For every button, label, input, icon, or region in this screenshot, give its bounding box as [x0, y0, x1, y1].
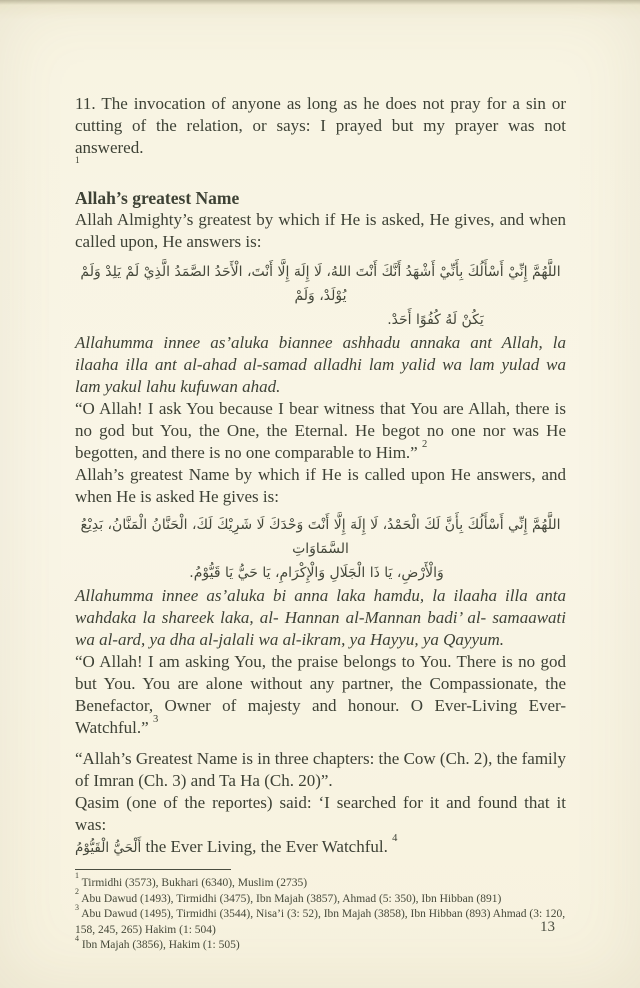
- footnote-num: 3: [75, 902, 79, 912]
- footnote-ref-4: 4: [392, 832, 398, 844]
- intro-first: Allah Almighty’s greatest by which if He is asked, He gives, and when called upon, He answers is:: [75, 210, 566, 251]
- footnote-divider: [75, 869, 231, 870]
- translation-first-text: “O Allah! I ask You because I bear witness that You are Allah, there is no god but You, the One, the Eternal. He begot no one nor was He begotten, and there is no one comparable to Him.”: [75, 399, 566, 462]
- footnote-item: [75, 933, 566, 954]
- translation-first: [75, 398, 566, 464]
- page-number: 13: [540, 919, 555, 935]
- translation-second-text: “O Allah! I am asking You, the praise belongs to You. There is no god but You. You are alone without any partner, the Compassionate, the Benefactor, Owner of majesty and honour. O Ever-Living Ever-Watchful.”: [75, 652, 566, 737]
- footnote-ref-2: 2: [421, 438, 428, 450]
- qasim-result-text: the Ever Living, the Ever Watchful.: [145, 837, 388, 856]
- intro-second: Allah’s greatest Name by which if He is called upon He answers, and when He is asked He gives is:: [75, 465, 566, 506]
- qasim-intro: Qasim (one of the reportes) said: ‘I searched for it and found that it was:: [75, 793, 566, 834]
- arabic-dua-first-line2: يَكُنْ لَهُ كُفُوًا أَحَدْ.: [387, 312, 484, 328]
- footnote-num: 2: [75, 886, 79, 896]
- arabic-dua-first-line1: اللَّهُمَّ إِنِّيْ أَسْأَلُكَ بِأَنِّيْ أَشْهَدُ أَنَّكَ أَنْتَ اللهُ، لَا إِلَهَ إِلَّا أَنْتَ، الْأَحَدُ الصَّمَدُ الَّذِيْ لَمْ يَلِدْ وَلَمْ يُوْلَدْ، وَلَمْ: [80, 264, 561, 304]
- footnote-item: [75, 886, 566, 908]
- chapters-qasim-block: [75, 748, 566, 859]
- footnote-text: Ibn Majah (3856), Hakim (1: 505): [81, 939, 240, 952]
- transliteration-first: Allahumma innee as’aluka biannee ashhadu annaka ant Allah, la ilaaha illa ant al-ahad al-samad alladhi lam yalid wa lam yulad wa lam yakul lahu kufuwan ahad.: [75, 333, 566, 396]
- translation-second: [75, 651, 566, 739]
- arabic-dua-second-line2: وَالْأَرْضِ، يَا ذَا الْجَلَالِ وَالْإِكْرَامِ، يَا حَيُّ يَا قَيُّوْمُ.: [189, 565, 444, 581]
- arabic-dua-first: [75, 260, 566, 332]
- footnote-ref-1: 1: [75, 155, 80, 166]
- footnote-text: Abu Dawud (1493), Tirmidhi (3475), Ibn Majah (3857), Ahmad (5: 350), Ibn Hibban (891): [81, 892, 502, 905]
- footnote-text: Tirmidhi (3573), Bukhari (6340), Muslim (2735): [81, 877, 308, 889]
- page-content: [75, 93, 566, 954]
- chapters-text: “Allah’s Greatest Name is in three chapters: the Cow (Ch. 2), the family of Imran (Ch. 3) and Ta Ha (Ch. 20)”.: [75, 749, 566, 790]
- footnote-marker-line: [75, 155, 566, 177]
- footnote-num: 1: [75, 871, 79, 881]
- transliteration-second: Allahumma innee as’aluka bi anna laka hamdu, la ilaaha illa anta wahdaka la shareek laka, al- Hannan al-Mannan badi’ al- samaawati wa al-ard, ya dha al-jalali wa al-ikram, ya Hayyu, ya Qayyum.: [75, 586, 566, 649]
- footnote-text: Abu Dawud (1495), Tirmidhi (3544), Nisa’i (3: 52), Ibn Majah (3858), Ibn Hibban (893) Ahmad (3: 120, 158, 245, 265) Hakim (1: 504): [75, 908, 566, 936]
- footnote-num: 4: [75, 933, 79, 943]
- footnote-item: [75, 902, 566, 938]
- arabic-dua-second: [75, 513, 566, 585]
- paragraph-invocation: [75, 93, 566, 159]
- footnote-item: [75, 871, 566, 892]
- footnotes: [75, 871, 566, 954]
- arabic-dua-second-line1: اللَّهُمَّ إِنِّي أَسْأَلُكَ بِأَنَّ لَكَ الْحَمْدُ، لَا إِلَهَ إِلَّا أَنْتَ وَحْدَكَ لَا شَرِيْكَ لَكَ، الْحَنَّانُ الْمَنَّانُ، بَدِيْعُ السَّمَاوَاتِ: [80, 517, 561, 557]
- section-heading: Allah’s greatest Name: [75, 188, 240, 208]
- footnote-ref-3: 3: [152, 713, 159, 725]
- qasim-result-line: [75, 832, 566, 859]
- paragraph-invocation-text: 11. The invocation of anyone as long as he does not pray for a sin or cutting of the relation, or says: I prayed but my prayer was not answered.: [75, 94, 566, 157]
- qasim-arabic-phrase: أَلْحَيُّ الْقَيُّوْمُ: [75, 840, 142, 856]
